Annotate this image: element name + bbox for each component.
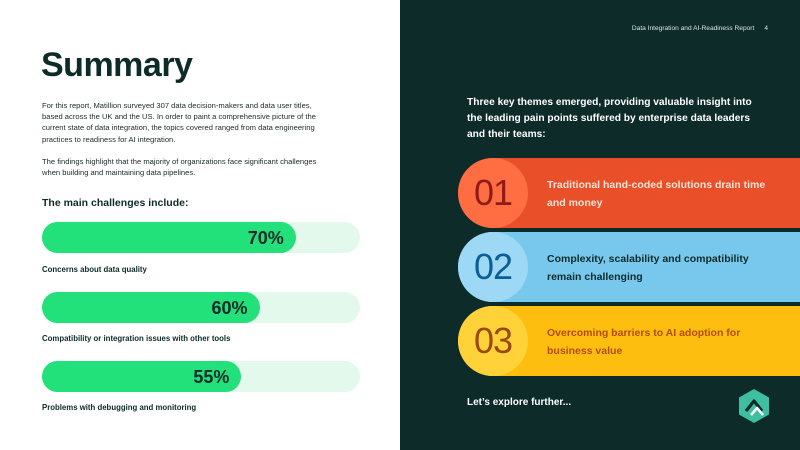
theme-text: Overcoming barriers to AI adoption for business value xyxy=(547,327,741,357)
themes-panel xyxy=(400,0,800,450)
theme-number-badge: 02 xyxy=(458,232,528,302)
percent-label: 55% xyxy=(193,367,230,387)
theme-band-1 xyxy=(458,158,800,228)
theme-number-badge: 01 xyxy=(458,158,528,228)
percent-label: 60% xyxy=(211,298,248,318)
bar-label-data-quality: Concerns about data quality xyxy=(42,265,147,274)
theme-band-3 xyxy=(458,306,800,376)
bar-label-compatibility: Compatibility or integration issues with other tools xyxy=(42,334,231,343)
report-title: Data Integration and AI-Readiness Report xyxy=(631,25,755,32)
percent-label: 70% xyxy=(247,228,284,248)
page-title: Summary xyxy=(41,46,193,84)
progress-fill xyxy=(42,222,296,253)
report-header xyxy=(632,25,768,32)
progress-bar-compatibility xyxy=(42,292,360,323)
findings-paragraph: The findings highlight that the majority of organizations face significant challenges when building and maintaining data pipelines. xyxy=(42,157,317,178)
challenges-heading: The main challenges include: xyxy=(42,197,189,209)
theme-band-2 xyxy=(458,232,800,302)
intro-paragraph: For this report, Matillion surveyed 307 data decision-makers and data user titles, based across the UK and the US. In order to paint a comprehensive picture of the current state of data integration, the topics covered ranged from data engineering practices to readiness for AI integration. xyxy=(42,101,316,144)
matillion-logo-icon xyxy=(738,388,770,424)
page-number: 4 xyxy=(764,25,768,32)
theme-text: Traditional hand-coded solutions drain time and money xyxy=(547,179,766,209)
progress-fill xyxy=(42,361,241,392)
bar-label-debugging: Problems with debugging and monitoring xyxy=(42,403,197,412)
progress-fill xyxy=(42,292,260,323)
themes-intro: Three key themes emerged, providing valuable insight into the leading pain points suffered by enterprise data leaders and their teams: xyxy=(467,97,752,140)
explore-further-text: Let’s explore further... xyxy=(467,397,572,408)
progress-bar-data-quality xyxy=(42,222,360,253)
theme-text: Complexity, scalability and compatibility remain challenging xyxy=(547,253,749,283)
theme-number-badge: 03 xyxy=(458,306,528,376)
progress-bar-debugging xyxy=(42,361,360,392)
